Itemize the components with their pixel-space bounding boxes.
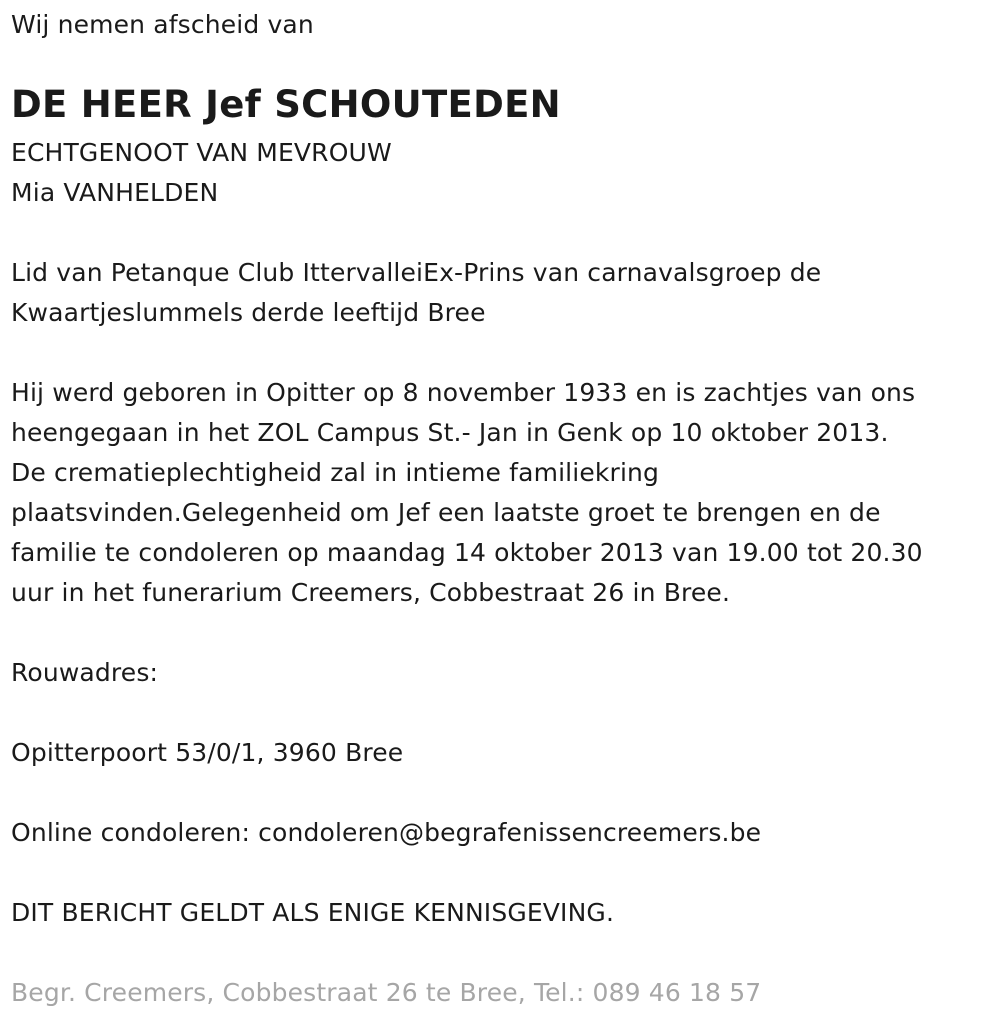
body-line-3: De crematieplechtigheid zal in intieme familiekring [11,458,660,487]
body-line-6: uur in het funerarium Creemers, Cobbestraat 26 in Bree. [11,578,731,607]
body-line-1: Hij werd geboren in Opitter op 8 november 1933 en is zachtjes van ons [11,378,916,407]
deceased-name: DE HEER Jef SCHOUTEDEN [11,83,561,126]
spouse-line-1: ECHTGENOOT VAN MEVROUW [11,138,392,167]
funeral-home-footer: Begr. Creemers, Cobbestraat 26 te Bree, Tel.: 089 46 18 57 [11,978,762,1007]
online-condolences-label: Online condoleren: [11,818,259,847]
notice-text: DIT BERICHT GELDT ALS ENIGE KENNISGEVING. [11,898,615,927]
condolence-email-link[interactable]: condoleren@begrafenissencreemers.be [258,818,762,847]
memberships-line-1: Lid van Petanque Club IttervalleiEx-Prins van carnavalsgroep de [11,258,822,287]
online-condolences [11,813,761,853]
intro-text: Wij nemen afscheid van [11,10,314,39]
body-line-4: plaatsvinden.Gelegenheid om Jef een laatste groet te brengen en de [11,498,881,527]
body-line-5: familie te condoleren op maandag 14 oktober 2013 van 19.00 tot 20.30 [11,538,923,567]
mourning-address: Opitterpoort 53/0/1, 3960 Bree [11,738,404,767]
body-line-2: heengegaan in het ZOL Campus St.- Jan in Genk op 10 oktober 2013. [11,418,889,447]
mourning-address-label: Rouwadres: [11,658,159,687]
spouse-line-2: Mia VANHELDEN [11,178,219,207]
memberships-line-2: Kwaartjeslummels derde leeftijd Bree [11,298,486,327]
